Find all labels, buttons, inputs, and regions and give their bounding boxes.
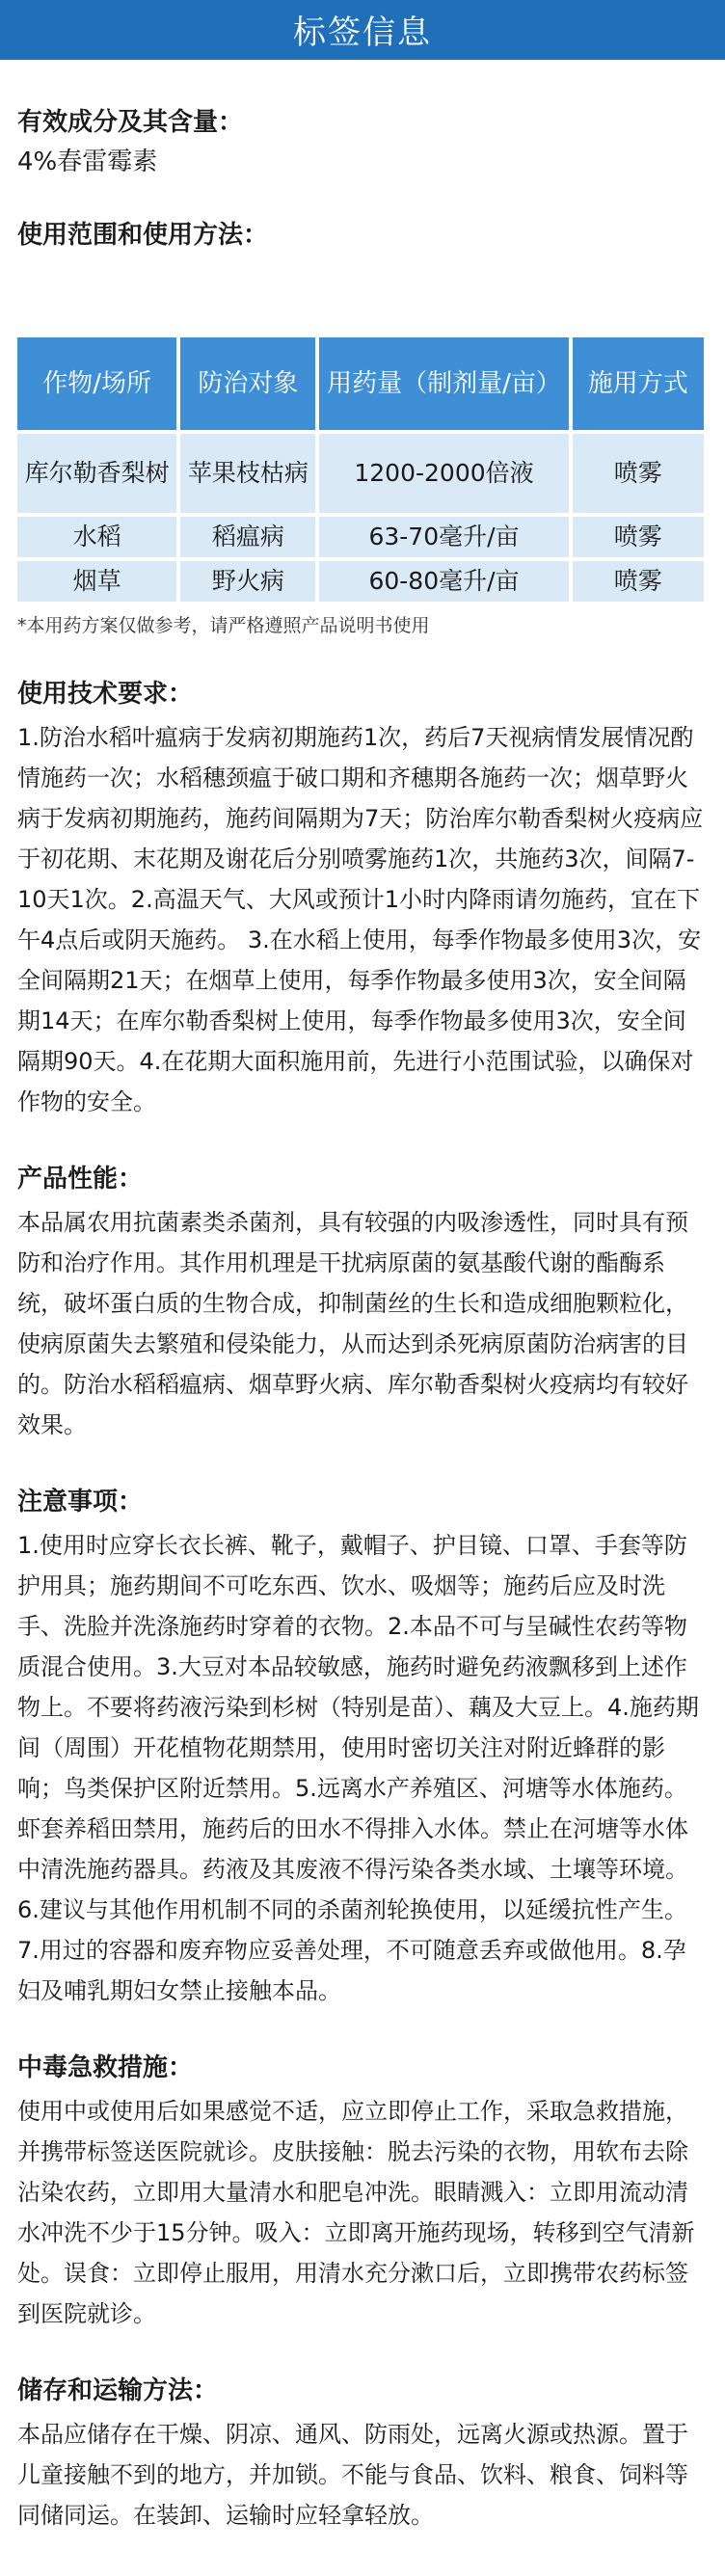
cell-dosage: 60-80毫升/亩 [319, 561, 568, 602]
first-aid-title: 中毒急救措施： [17, 2053, 194, 2082]
col-dosage-header: 用药量（制剂量/亩） [319, 337, 568, 430]
ingredient-title: 有效成分及其含量： [17, 108, 244, 137]
table-row [17, 434, 704, 513]
usage-table-wrap [17, 334, 708, 605]
cell-method: 喷雾 [573, 434, 704, 513]
technique-title: 使用技术要求： [17, 680, 194, 709]
cell-crop: 水稻 [17, 517, 176, 557]
table-row [17, 517, 704, 557]
storage-text: 本品应储存在干燥、阴凉、通风、防雨处，远离火源或热源。置于儿童接触不到的地方，并加锁。不能与食品、饮料、粮食、饲料等同储同运。在装卸、运输时应轻拿轻放。 [17, 2421, 688, 2529]
header-bar [0, 0, 725, 58]
usage-title: 使用范围和使用方法： [17, 221, 269, 250]
table-row [17, 561, 704, 602]
usage-table [13, 334, 708, 605]
precautions-title: 注意事项： [17, 1488, 144, 1516]
ingredient-value: 4%春雷霉素 [17, 148, 158, 176]
col-target-header: 防治对象 [180, 337, 315, 430]
precautions-text: 1.使用时应穿长衣长裤、靴子，戴帽子、护目镜、口罩、手套等防护用具；施药期间不可吃东西、饮水、吸烟等；施药后应及时洗手、洗脸并洗涤施药时穿着的衣物。2.本品不可与呈碱性农药等物质混合使用。3.大豆对本品较敏感，施药时避免药液飘移到上述作物上。不要将药液污染到杉树（特别是苗）、藕及大豆上。4.施药期间（周围）开花植物花期禁用，使用时密切关注对附近蜂群的影响；鸟类保护区附近禁用。5.远离水产养殖区、河塘等水体施药。虾套养稻田禁用，施药后的田水不得排入水体。禁止在河塘等水体中清洗施药器具。药液及其废液不得污染各类水域、土壤等环境。6.建议与其他作用机制不同的杀菌剂轮换使用，以延缓抗性产生。7.用过的容器和废弃物应妥善处理，不可随意丢弃或做他用。8.孕妇及哺乳期妇女禁止接触本品。 [17, 1532, 699, 2004]
cell-crop: 烟草 [17, 561, 176, 602]
header-divider [0, 58, 725, 60]
performance-text: 本品属农用抗菌素类杀菌剂，具有较强的内吸渗透性，同时具有预防和治疗作用。其作用机理是干扰病原菌的氨基酸代谢的酯酶系统，破坏蛋白质的生物合成，抑制菌丝的生长和造成细胞颗粒化，使病原菌失去繁殖和侵染能力，从而达到杀死病原菌防治病害的目的。防治水稻稻瘟病、烟草野火病、库尔勒香梨树火疫病均有较好效果。 [17, 1209, 688, 1438]
cell-target: 野火病 [180, 561, 315, 602]
storage-title: 储存和运输方法： [17, 2376, 219, 2405]
cell-crop: 库尔勒香梨树 [17, 434, 176, 513]
page-title: 标签信息 [293, 13, 432, 52]
col-method-header: 施用方式 [573, 337, 704, 430]
usage-table-header-row [17, 337, 704, 430]
cell-method: 喷雾 [573, 561, 704, 602]
cell-target: 苹果枝枯病 [180, 434, 315, 513]
col-crop-header: 作物/场所 [17, 337, 176, 430]
cell-method: 喷雾 [573, 517, 704, 557]
cell-dosage: 1200-2000倍液 [319, 434, 568, 513]
cell-dosage: 63-70毫升/亩 [319, 517, 568, 557]
usage-note: *本用药方案仅做参考，请严格遵照产品说明书使用 [17, 615, 430, 636]
label-content [0, 102, 725, 2536]
first-aid-text: 使用中或使用后如果感觉不适，应立即停止工作，采取急救措施，并携带标签送医院就诊。皮肤接触：脱去污染的衣物，用软布去除沾染农药，立即用大量清水和肥皂冲洗。眼睛溅入：立即用流动清水冲洗不少于15分钟。吸入：立即离开施药现场，转移到空气清新处。误食：立即停止服用，用清水充分漱口后，立即携带农药标签到医院就诊。 [17, 2098, 695, 2327]
cell-target: 稻瘟病 [180, 517, 315, 557]
performance-title: 产品性能： [17, 1165, 144, 1194]
technique-text: 1.防治水稻叶瘟病于发病初期施药1次，药后7天视病情发展情况酌情施药一次；水稻穗颈瘟于破口期和齐穗期各施药一次；烟草野火病于发病初期施药，施药间隔期为7天；防治库尔勒香梨树火疫病应于初花期、末花期及谢花后分别喷雾施药1次，共施药3次，间隔7-10天1次。2.高温天气、大风或预计1小时内降雨请勿施药，宜在下午4点后或阴天施药。 3.在水稻上使用，每季作物最多使用3次，安全间隔期21天；在烟草上使用，每季作物最多使用3次，安全间隔期14天；在库尔勒香梨树上使用，每季作物最多使用3次，安全间隔期90天。4.在花期大面积施用前，先进行小范围试验，以确保对作物的安全。 [17, 724, 704, 1115]
